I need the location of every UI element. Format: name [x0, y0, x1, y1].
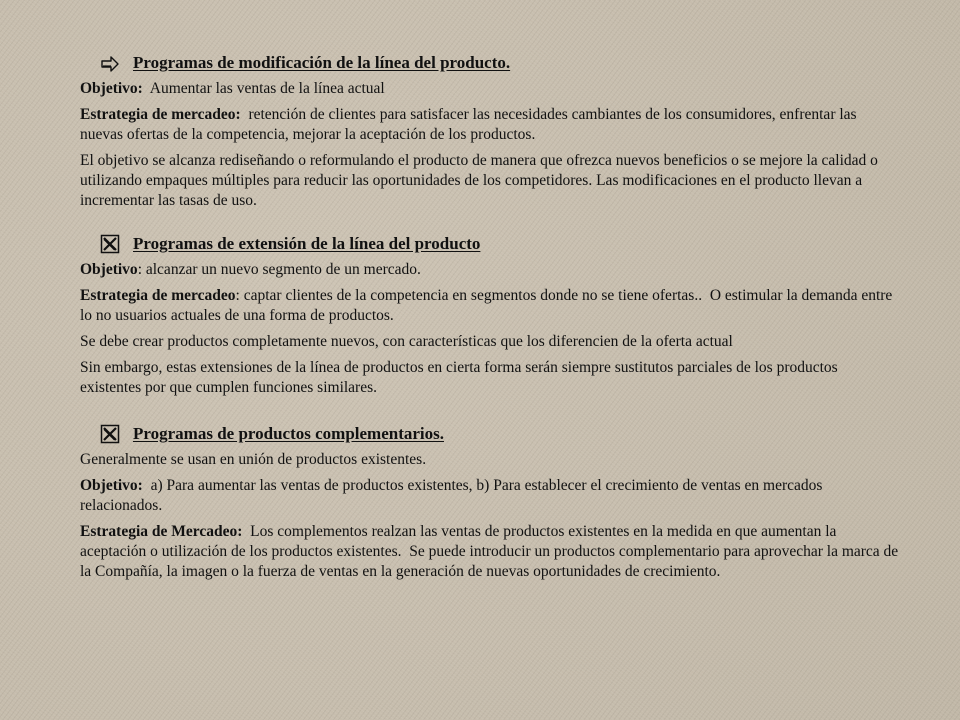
paragraph-label: Estrategia de mercadeo:: [80, 106, 241, 123]
paragraph-objetivo: [80, 260, 900, 280]
slide-content: [80, 52, 903, 604]
paragraph-estrategia: [80, 522, 903, 582]
paragraph-label: Objetivo: [80, 261, 138, 278]
section-title: Programas de productos complementarios.: [133, 424, 445, 443]
paragraph-estrategia: [80, 286, 900, 326]
paragraph-estrategia: [80, 105, 900, 145]
paragraph-label: Estrategia de mercadeo: [80, 287, 236, 304]
paragraph-objetivo: [80, 476, 900, 516]
paragraph-text: : captar clientes de la competencia en segmentos donde no se tiene ofertas.. O estimular la demanda entre lo no usuarios actuales de una forma de productos.: [80, 287, 897, 324]
paragraph-text: Los complementos realzan las ventas de productos existentes en la medida en que aumentan la aceptación o utilización de los productos existentes. Se puede introducir un productos complementario para aprovechar la marca de la Compañía, la imagen o la fuerza de ventas en la generación de nuevas oportunidades de crecimiento.: [80, 523, 903, 580]
section-heading: [80, 423, 900, 445]
paragraph-text: a) Para aumentar las ventas de productos existentes, b) Para establecer el crecimiento de ventas en mercados relacionados.: [80, 477, 827, 514]
paragraph-text: retención de clientes para satisfacer las necesidades cambiantes de los consumidores, enfrentar las nuevas ofertas de la competencia, mejorar la aceptación de los productos.: [80, 106, 861, 143]
arrow-icon: [100, 54, 120, 74]
paragraph-label: Objetivo:: [80, 80, 143, 97]
paragraph-text: Aumentar las ventas de la línea actual: [142, 80, 385, 97]
paragraph-text: Se debe crear productos completamente nuevos, con características que los diferencien de la oferta actual: [80, 333, 733, 350]
section-title: Programas de extensión de la línea del producto: [133, 234, 481, 253]
paragraph-body: [80, 450, 900, 470]
paragraph-text: Generalmente se usan en unión de productos existentes.: [80, 451, 427, 468]
paragraph-label: Estrategia de Mercadeo:: [80, 523, 243, 540]
check-box-icon: [100, 424, 120, 444]
paragraph-body: [80, 358, 900, 398]
paragraph-text: El objetivo se alcanza rediseñando o reformulando el producto de manera que ofrezca nuevos beneficios o se mejore la calidad o utilizando empaques múltiples para reducir las oportunidades de los competidores. Las modificaciones en el producto llevan a incrementar las tasas de uso.: [80, 152, 878, 209]
section-title: Programas de modificación de la línea del producto.: [133, 53, 511, 72]
paragraph-body: [80, 151, 900, 211]
paragraph-label: Objetivo:: [80, 477, 143, 494]
section-heading: [80, 52, 900, 74]
paragraph-objetivo: [80, 79, 900, 99]
section-extension: [80, 233, 900, 398]
check-box-icon: [100, 234, 120, 254]
section-modificacion: [80, 52, 900, 211]
section-heading: [80, 233, 900, 255]
paragraph-text: : alcanzar un nuevo segmento de un mercado.: [137, 261, 421, 278]
section-complementarios: [80, 423, 903, 582]
paragraph-body: [80, 332, 900, 352]
paragraph-text: Sin embargo, estas extensiones de la línea de productos en cierta forma serán siempre sustitutos parciales de los productos existentes por que cumplen funciones similares.: [80, 359, 838, 396]
